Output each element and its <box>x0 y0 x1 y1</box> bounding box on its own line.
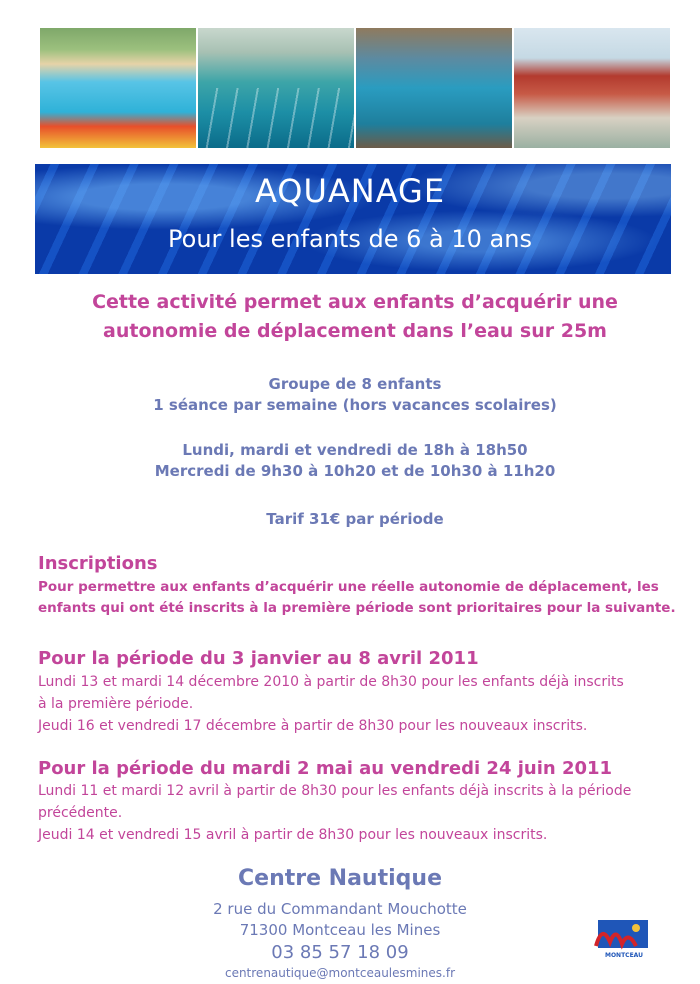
schedule-info <box>40 440 670 482</box>
svg-text:MONTCEAU: MONTCEAU <box>604 952 644 959</box>
banner-subtitle: Pour les enfants de 6 à 10 ans <box>168 225 532 253</box>
children-pool-photo <box>40 28 196 148</box>
period1-line: Jeudi 16 et vendredi 17 décembre à partir de 8h30 pour les nouveaux inscrits. <box>38 718 588 734</box>
intro-text <box>40 288 670 346</box>
montceau-logo <box>592 916 656 960</box>
period1-text <box>38 671 678 737</box>
group-info <box>40 374 670 416</box>
schedule-line: Lundi, mardi et vendredi de 18h à 18h50 <box>182 441 528 459</box>
period2-title: Pour la période du mardi 2 mai au vendredi 24 juin 2011 <box>38 758 613 779</box>
exterior-terrace-photo <box>514 28 670 148</box>
period1-line: Lundi 13 et mardi 14 décembre 2010 à partir de 8h30 pour les enfants déjà inscrits <box>38 674 624 690</box>
inscriptions-line: enfants qui ont été inscrits à la première période sont prioritaires pour la suivante. <box>38 600 676 616</box>
contact-address-line: 2 rue du Commandant Mouchotte <box>213 900 467 918</box>
inscriptions-text <box>38 577 678 619</box>
period2-line: Lundi 11 et mardi 12 avril à partir de 8h30 pour les enfants déjà inscrits à la période <box>38 783 632 799</box>
period2-text <box>38 780 678 846</box>
session-frequency: 1 séance par semaine (hors vacances scolaires) <box>153 396 557 414</box>
intro-line: autonomie de déplacement dans l’eau sur 25m <box>103 320 607 342</box>
period2-line: précédente. <box>38 805 123 821</box>
banner-title: AQUANAGE <box>254 172 446 210</box>
group-size: Groupe de 8 enfants <box>268 375 442 393</box>
contact-name: Centre Nautique <box>238 866 442 891</box>
inscriptions-title: Inscriptions <box>38 553 158 574</box>
price-info: Tarif 31€ par période <box>266 510 444 528</box>
contact-email[interactable]: centrenautique@montceaulesmines.fr <box>224 966 456 980</box>
indoor-pool-photo <box>356 28 512 148</box>
period2-line: Jeudi 14 et vendredi 15 avril à partir de 8h30 pour les nouveaux inscrits. <box>38 827 548 843</box>
period1-line: à la première période. <box>38 696 194 712</box>
inscriptions-line: Pour permettre aux enfants d’acquérir une réelle autonomie de déplacement, les <box>38 579 659 595</box>
photo-strip <box>40 28 670 148</box>
lap-pool-photo <box>198 28 354 148</box>
schedule-line: Mercredi de 9h30 à 10h20 et de 10h30 à 11h20 <box>154 462 556 480</box>
intro-line: Cette activité permet aux enfants d’acquérir une <box>92 291 618 313</box>
contact-address-line: 71300 Montceau les Mines <box>239 921 441 939</box>
period1-title: Pour la période du 3 janvier au 8 avril 2011 <box>38 648 479 669</box>
contact-phone: 03 85 57 18 09 <box>271 942 409 963</box>
